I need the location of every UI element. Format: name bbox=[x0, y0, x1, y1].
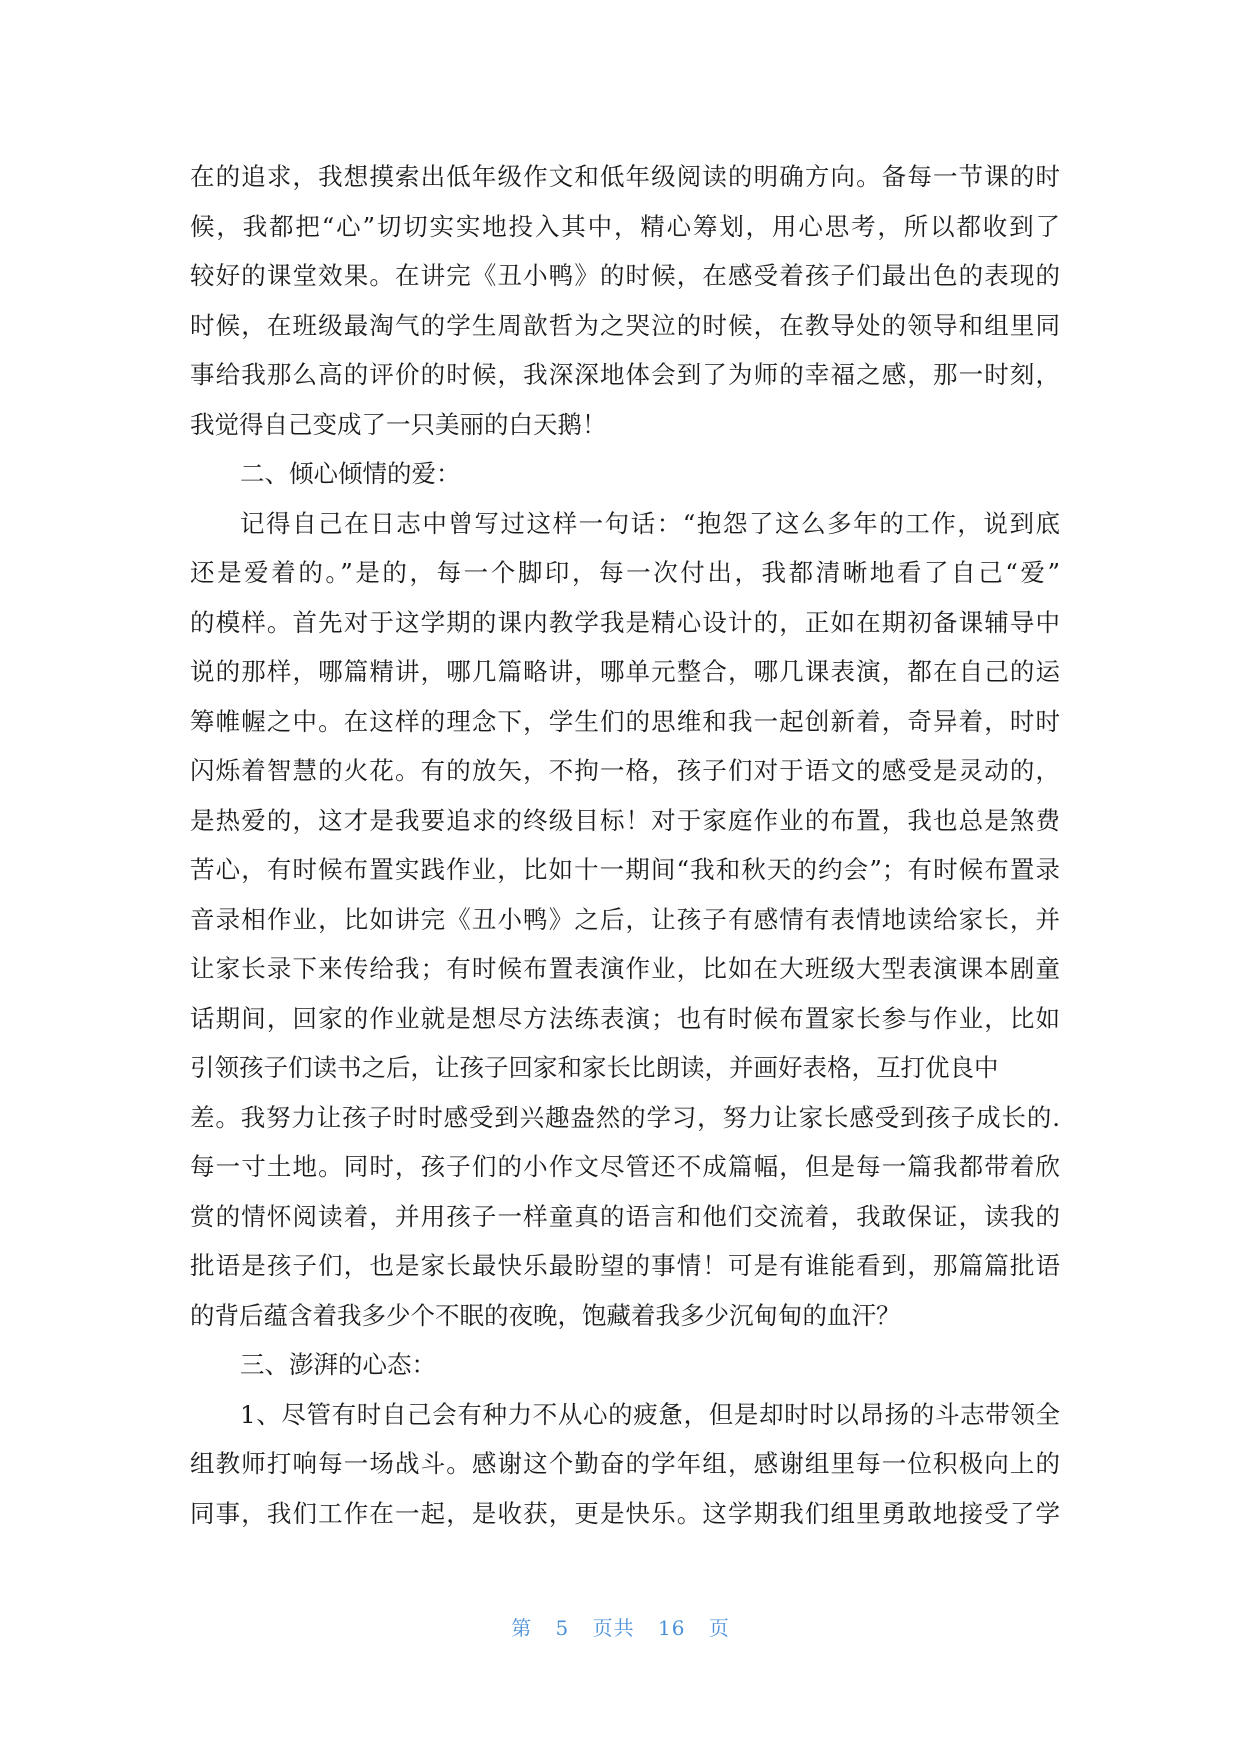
body-line: 批语是孩子们，也是家长最快乐最盼望的事情！可是有谁能看到，那篇篇批语 bbox=[190, 1251, 1060, 1280]
body-line: 事给我那么高的评价的时候，我深深地体会到了为师的幸福之感，那一时刻， bbox=[190, 360, 1060, 389]
body-line: 说的那样，哪篇精讲，哪几篇略讲，哪单元整合，哪几课表演，都在自己的运 bbox=[190, 657, 1060, 686]
footer-suffix: 页 bbox=[708, 1616, 730, 1640]
body-line: 让家长录下来传给我；有时候布置表演作业，比如在大班级大型表演课本剧童 bbox=[190, 954, 1060, 983]
page-footer bbox=[0, 1612, 1241, 1641]
body-line: 候，我都把“心”切切实实地投入其中，精心筹划，用心思考，所以都收到了 bbox=[190, 211, 1060, 241]
footer-middle: 页共 bbox=[592, 1616, 635, 1640]
body-line: 组教师打响每一场战斗。感谢这个勤奋的学年组，感谢组里每一位积极向上的 bbox=[190, 1449, 1060, 1478]
body-line: 在的追求，我想摸索出低年级作文和低年级阅读的明确方向。备每一节课的时 bbox=[190, 162, 1060, 191]
body-line: 较好的课堂效果。在讲完《丑小鸭》的时候，在感受着孩子们最出色的表现的 bbox=[190, 261, 1060, 290]
body-line: 差。我努力让孩子时时感受到兴趣盎然的学习，努力让家长感受到孩子成长的. bbox=[190, 1102, 1060, 1132]
body-line: 赏的情怀阅读着，并用孩子一样童真的语言和他们交流着，我敢保证，读我的 bbox=[190, 1201, 1060, 1231]
body-line: 我觉得自己变成了一只美丽的白天鹅！ bbox=[190, 409, 607, 439]
body-line: 引领孩子们读书之后，让孩子回家和家长比朗读，并画好表格，互打优良中 bbox=[190, 1053, 999, 1082]
section-heading: 二、倾心倾情的爱： bbox=[240, 459, 461, 488]
document-body bbox=[190, 152, 1060, 1538]
body-line: 同事，我们工作在一起，是收获，更是快乐。这学期我们组里勇敢地接受了学 bbox=[190, 1498, 1060, 1528]
footer-prefix: 第 bbox=[511, 1616, 533, 1640]
body-line: 每一寸土地。同时，孩子们的小作文尽管还不成篇幅，但是每一篇我都带着欣 bbox=[190, 1152, 1060, 1181]
current-page-number: 5 bbox=[555, 1616, 570, 1640]
total-page-count: 16 bbox=[658, 1616, 686, 1640]
body-line: 苦心，有时候布置实践作业，比如十一期间“我和秋天的约会”；有时候布置录 bbox=[190, 855, 1060, 884]
section-heading: 三、澎湃的心态： bbox=[240, 1350, 436, 1379]
body-line: 记得自己在日志中曾写过这样一句话：“抱怨了这么多年的工作，说到底 bbox=[240, 508, 1060, 538]
body-line: 话期间，回家的作业就是想尽方法练表演；也有时候布置家长参与作业，比如 bbox=[190, 1003, 1060, 1033]
body-line: 时候，在班级最淘气的学生周歆哲为之哭泣的时候，在教导处的领导和组里同 bbox=[190, 310, 1060, 340]
body-line: 的背后蕴含着我多少个不眠的夜晚，饱藏着我多少沉甸甸的血汗？ bbox=[190, 1300, 901, 1330]
body-line: 音录相作业，比如讲完《丑小鸭》之后，让孩子有感情有表情地读给家长，并 bbox=[190, 904, 1060, 934]
body-line: 闪烁着智慧的火花。有的放矢，不拘一格，孩子们对于语文的感受是灵动的， bbox=[190, 756, 1060, 785]
body-line: 的模样。首先对于这学期的课内教学我是精心设计的，正如在期初备课辅导中 bbox=[190, 607, 1060, 637]
body-line: 筹帷幄之中。在这样的理念下，学生们的思维和我一起创新着，奇异着，时时 bbox=[190, 706, 1060, 736]
body-line: 是热爱的，这才是我要追求的终级目标！对于家庭作业的布置，我也总是煞费 bbox=[190, 805, 1060, 835]
body-line: 1、尽管有时自己会有种力不从心的疲惫，但是却时时以昂扬的斗志带领全 bbox=[240, 1399, 1060, 1429]
body-line: 还是爱着的。”是的，每一个脚印，每一次付出，我都清晰地看了自己“爱” bbox=[190, 558, 1060, 587]
